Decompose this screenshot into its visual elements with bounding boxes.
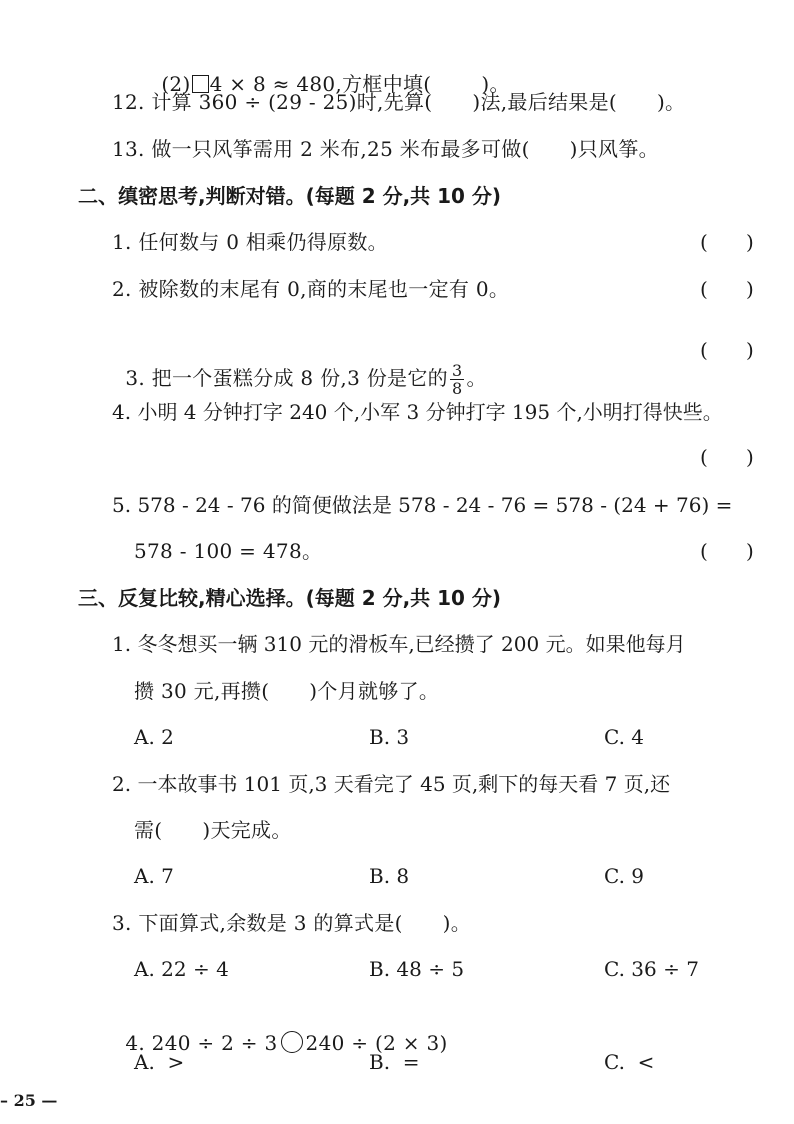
page-number: – 25 — [0, 1091, 58, 1110]
compare-circle-icon[interactable] [281, 1031, 303, 1053]
choice-question-1-line-2: 攒 30 元,再攒( )个月就够了。 [134, 679, 440, 703]
judge-q3-suffix: 。 [466, 366, 487, 390]
judge-question-3 [112, 334, 487, 397]
judge-q3-text: 3. 把一个蛋糕分成 8 份,3 份是它的 [125, 366, 448, 390]
judge-answer-3[interactable]: ( ) [700, 338, 754, 362]
q11-text: 4 × 8 ≈ 480,方框中填( [209, 72, 432, 96]
question-13: 13. 做一只风筝需用 2 米布,25 米布最多可做( )只风筝。 [112, 137, 659, 161]
judge-question-2: 2. 被除数的末尾有 0,商的末尾也一定有 0。 [112, 277, 510, 301]
choice-question-2-line-2: 需( )天完成。 [134, 818, 292, 842]
option-b[interactable]: B. = [369, 1050, 420, 1074]
choice-question-2-line-1: 2. 一本故事书 101 页,3 天看完了 45 页,剩下的每天看 7 页,还 [112, 772, 671, 796]
judge-question-4: 4. 小明 4 分钟打字 240 个,小军 3 分钟打字 195 个,小明打得快些。 [112, 400, 723, 424]
fraction-denominator: 8 [451, 379, 463, 398]
fraction [450, 362, 464, 397]
option-a[interactable]: A. > [134, 1050, 185, 1074]
judge-answer-2[interactable]: ( ) [700, 277, 754, 301]
q4-left-expression: 4. 240 ÷ 2 ÷ 3 [125, 1031, 278, 1055]
option-c[interactable]: C. < [604, 1050, 655, 1074]
section-3-title: 三、反复比较,精心选择。(每题 2 分,共 10 分) [78, 586, 502, 610]
judge-answer-4[interactable]: ( ) [700, 445, 754, 469]
option-b[interactable]: B. 48 ÷ 5 [369, 957, 465, 981]
option-b[interactable]: B. 3 [369, 725, 410, 749]
option-a[interactable]: A. 7 [134, 864, 174, 888]
option-c[interactable]: C. 9 [604, 864, 645, 888]
judge-question-1: 1. 任何数与 0 相乘仍得原数。 [112, 230, 388, 254]
option-a[interactable]: A. 22 ÷ 4 [134, 957, 229, 981]
section-2-title: 二、缜密思考,判断对错。(每题 2 分,共 10 分) [78, 184, 502, 208]
fraction-numerator: 3 [451, 361, 463, 380]
question-12: 12. 计算 360 ÷ (29 - 25)时,先算( )法,最后结果是( )。 [112, 90, 686, 114]
q11-part-label: (2) [161, 72, 191, 96]
option-c[interactable]: C. 36 ÷ 7 [604, 957, 699, 981]
option-c[interactable]: C. 4 [604, 725, 645, 749]
judge-question-5-line-2: 578 - 100 = 478。 [134, 539, 323, 563]
option-a[interactable]: A. 2 [134, 725, 174, 749]
q4-right-expression: 240 ÷ (2 × 3) [305, 1031, 448, 1055]
judge-answer-5[interactable]: ( ) [700, 539, 754, 563]
judge-question-5-line-1: 5. 578 - 24 - 76 的简便做法是 578 - 24 - 76 = 578 - (24 + 76) = [112, 493, 733, 517]
choice-question-3: 3. 下面算式,余数是 3 的算式是( )。 [112, 911, 472, 935]
choice-question-1-line-1: 1. 冬冬想买一辆 310 元的滑板车,已经攒了 200 元。如果他每月 [112, 632, 686, 656]
option-b[interactable]: B. 8 [369, 864, 410, 888]
judge-answer-1[interactable]: ( ) [700, 230, 754, 254]
q11-suffix: )。 [481, 72, 510, 96]
